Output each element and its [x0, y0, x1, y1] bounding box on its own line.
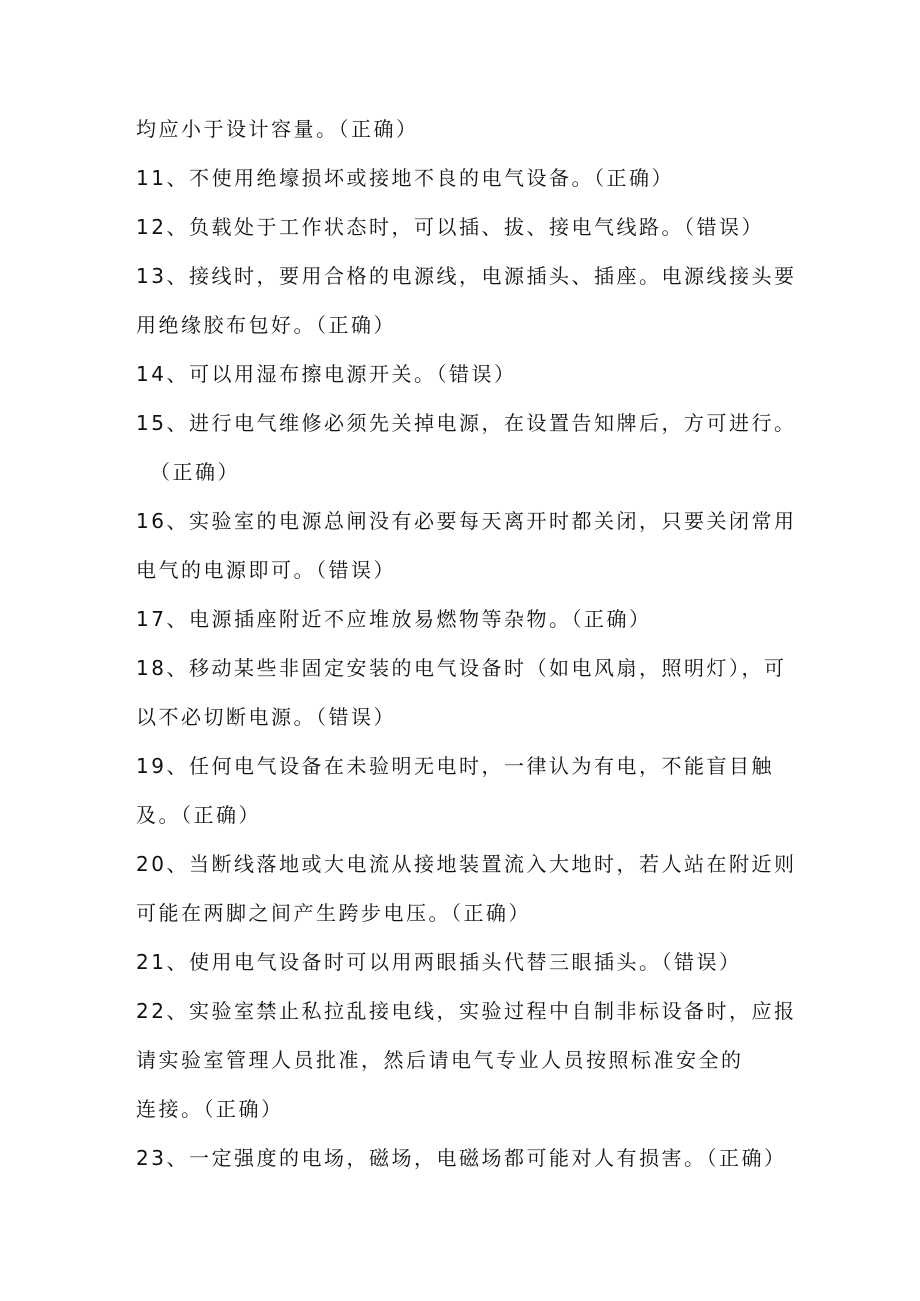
- text-line: 13、接线时，要用合格的电源线，电源插头、插座。电源线接头要: [136, 264, 797, 288]
- text-line: 11、不使用绝壕损坏或接地不良的电气设备。（正确）: [136, 166, 674, 190]
- text-line: 请实验室管理人员批准，然后请电气专业人员按照标准安全的: [136, 1048, 744, 1072]
- text-line: 23、一定强度的电场，磁场，电磁场都可能对人有损害。（正确）: [136, 1146, 787, 1170]
- text-line: 均应小于设计容量。（正确）: [136, 117, 419, 141]
- text-line: 连接。（正确）: [136, 1097, 284, 1121]
- text-line: 用绝缘胶布包好。（正确）: [136, 313, 396, 337]
- text-line: 20、当断线落地或大电流从接地装置流入大地时，若人站在附近则: [136, 852, 797, 876]
- text-line: 21、使用电气设备时可以用两眼插头代替三眼插头。（错误）: [136, 950, 742, 974]
- text-line: 电气的电源即可。（错误）: [136, 558, 396, 582]
- text-line: 18、移动某些非固定安装的电气设备时（如电风扇，照明灯），可: [136, 656, 787, 680]
- text-line: 19、任何电气设备在未验明无电时，一律认为有电，不能盲目触: [136, 754, 774, 778]
- text-line: 14、可以用湿布擦电源开关。（错误）: [136, 362, 517, 386]
- text-line: 22、实验室禁止私拉乱接电线，实验过程中自制非标设备时，应报: [136, 999, 797, 1023]
- text-line: 16、实验室的电源总闸没有必要每天离开时都关闭，只要关闭常用: [136, 509, 797, 533]
- text-line: 12、负载处于工作状态时，可以插、拔、接电气线路。（错误）: [136, 215, 764, 239]
- text-line: 及。（正确）: [136, 803, 261, 827]
- text-line: 以不必切断电源。（错误）: [136, 705, 396, 729]
- text-line: 15、进行电气维修必须先关掉电源，在设置告知牌后，方可进行。: [136, 411, 797, 435]
- text-line: 可能在两脚之间产生跨步电压。（正确）: [136, 901, 531, 925]
- text-line: 17、电源插座附近不应堆放易燃物等杂物。（正确）: [136, 607, 652, 631]
- text-line: （正确）: [150, 460, 240, 484]
